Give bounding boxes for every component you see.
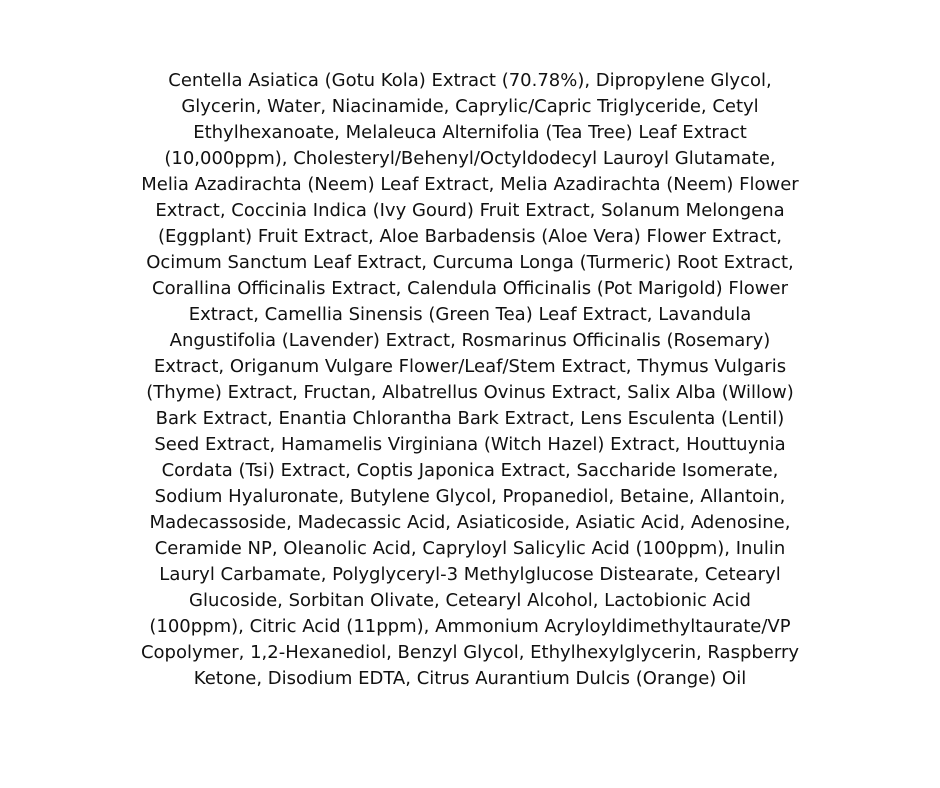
ingredients-line: (Eggplant) Fruit Extract, Aloe Barbadensis (Aloe Vera) Flower Extract, bbox=[158, 226, 782, 247]
ingredients-line: Ocimum Sanctum Leaf Extract, Curcuma Longa (Turmeric) Root Extract, bbox=[146, 252, 794, 273]
ingredients-line: Glycerin, Water, Niacinamide, Caprylic/Capric Triglyceride, Cetyl bbox=[181, 96, 759, 117]
ingredients-line: Melia Azadirachta (Neem) Leaf Extract, Melia Azadirachta (Neem) Flower bbox=[141, 174, 799, 195]
ingredients-line: Cordata (Tsi) Extract, Coptis Japonica Extract, Saccharide Isomerate, bbox=[161, 460, 779, 481]
ingredients-line: Ceramide NP, Oleanolic Acid, Capryloyl Salicylic Acid (100ppm), Inulin bbox=[154, 538, 786, 559]
ingredients-line: Sodium Hyaluronate, Butylene Glycol, Propanediol, Betaine, Allantoin, bbox=[154, 486, 786, 507]
ingredients-line: (100ppm), Citric Acid (11ppm), Ammonium Acryloyldimethyltaurate/VP bbox=[149, 616, 791, 637]
ingredients-line: Seed Extract, Hamamelis Virginiana (Witch Hazel) Extract, Houttuynia bbox=[154, 434, 786, 455]
ingredients-line: Lauryl Carbamate, Polyglyceryl-3 Methylglucose Distearate, Cetearyl bbox=[159, 564, 781, 585]
ingredients-line: Ketone, Disodium EDTA, Citrus Aurantium Dulcis (Orange) Oil bbox=[193, 668, 747, 689]
ingredients-line: Centella Asiatica (Gotu Kola) Extract (70.78%), Dipropylene Glycol, bbox=[168, 70, 772, 91]
ingredients-line: (Thyme) Extract, Fructan, Albatrellus Ovinus Extract, Salix Alba (Willow) bbox=[146, 382, 794, 403]
ingredients-line: Extract, Origanum Vulgare Flower/Leaf/Stem Extract, Thymus Vulgaris bbox=[153, 356, 787, 377]
ingredients-line: Madecassoside, Madecassic Acid, Asiaticoside, Asiatic Acid, Adenosine, bbox=[149, 512, 791, 533]
ingredients-line: Extract, Coccinia Indica (Ivy Gourd) Fruit Extract, Solanum Melongena bbox=[155, 200, 785, 221]
ingredients-list bbox=[140, 68, 800, 692]
ingredients-line: Bark Extract, Enantia Chlorantha Bark Extract, Lens Esculenta (Lentil) bbox=[155, 408, 785, 429]
ingredients-line: Extract, Camellia Sinensis (Green Tea) Leaf Extract, Lavandula bbox=[188, 304, 752, 325]
ingredients-line: (10,000ppm), Cholesteryl/Behenyl/Octyldodecyl Lauroyl Glutamate, bbox=[164, 148, 776, 169]
ingredients-line: Angustifolia (Lavender) Extract, Rosmarinus Officinalis (Rosemary) bbox=[169, 330, 771, 351]
ingredients-line: Glucoside, Sorbitan Olivate, Cetearyl Alcohol, Lactobionic Acid bbox=[189, 590, 751, 611]
ingredients-line: Corallina Officinalis Extract, Calendula Officinalis (Pot Marigold) Flower bbox=[152, 278, 788, 299]
ingredients-line: Copolymer, 1,2-Hexanediol, Benzyl Glycol, Ethylhexylglycerin, Raspberry bbox=[140, 642, 800, 663]
ingredients-line: Ethylhexanoate, Melaleuca Alternifolia (Tea Tree) Leaf Extract bbox=[193, 122, 747, 143]
